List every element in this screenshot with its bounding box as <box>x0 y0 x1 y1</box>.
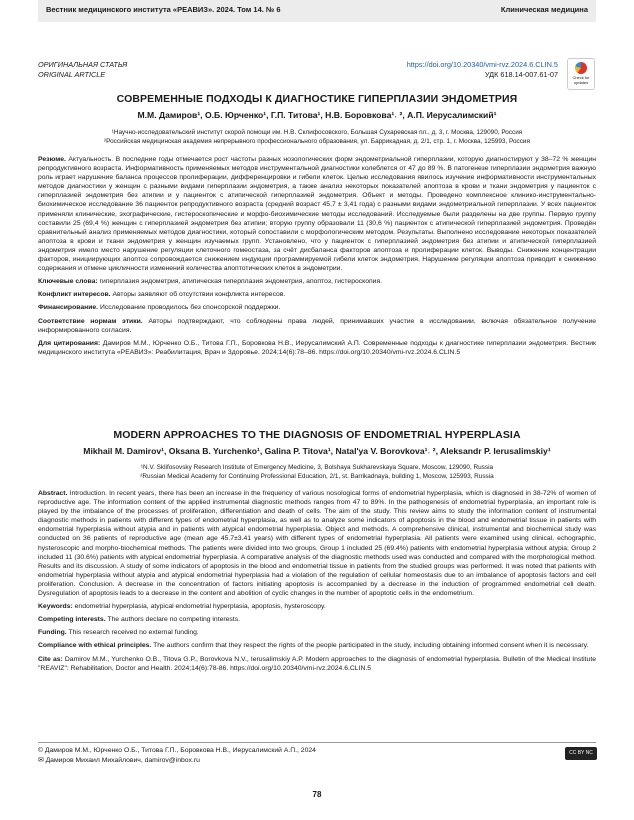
title-en: MODERN APPROACHES TO THE DIAGNOSIS OF ENDOMETRIAL HYPERPLASIA <box>113 429 521 441</box>
crossmark-icon <box>575 62 587 74</box>
keywords-en: Keywords: endometrial hyperplasia, atypical endometrial hyperplasia, apoptosis, hysteroscopy. <box>38 603 326 611</box>
copyright: © Дамиров М.М., Юрченко О.Б., Титова Г.П., Боровкова Н.В., Иерусалимский А.П., 2024 <box>38 747 316 754</box>
check-updates-badge[interactable]: Check for updates <box>567 58 595 90</box>
journal-title: Вестник медицинского института «РЕАВИЗ». 2024. Том 14. № 6 <box>46 5 281 14</box>
udc: УДК 618.14-007.61-07 <box>484 70 558 79</box>
funding-en: Funding. This research received no external funding. <box>38 629 199 637</box>
authors-ru: М.М. Дамиров¹, О.Б. Юрченко¹, Г.П. Титова¹, Н.В. Боровкова¹˒ ², А.П. Иерусалимский¹ <box>137 110 497 120</box>
running-header <box>38 0 596 22</box>
article-type: ОРИГИНАЛЬНАЯ СТАТЬЯ ORIGINAL ARTICLE <box>38 60 128 79</box>
section-title: Клиническая медицина <box>500 5 588 14</box>
doi-link[interactable]: https://doi.org/10.20340/vmi-rvz.2024.6.CLIN.5 <box>406 60 558 69</box>
page-number: 78 <box>312 790 322 799</box>
authors-en: Mikhail M. Damirov¹, Oksana B. Yurchenko¹, Galina P. Titova¹, Natal'ya V. Borovkova¹˒ ², Aleksandr P. Ierusalimskiy¹ <box>83 446 551 456</box>
funding-ru: Финансирование. Исследование проводилось без спонсорской поддержки. <box>38 304 281 312</box>
ethics-ru: Соответствие нормам этики. Авторы подтверждают, что соблюдены права людей, принимавших участие в исследовании, включая обязательное получение информированного согласия. <box>38 317 597 334</box>
doi-block <box>407 60 558 80</box>
abstract-en: Abstract. Introduction. In recent years, there has been an increase in the frequency of various nosological forms of endometrial hyperplasia, which is diagnosed in 38-72% of women of reproductive age. The information content of the applied instrumental diagnostic methods ranges from 47 to 89%. In the pathogenesis of endometrial hyperplasia, an important role is played by the imbalance of the processes of proliferation, differentiation and death of cells. The aim of the study. This review aims to study the information content of instrumental diagnostic methods in patients with different types of endometrial hyperplasia, as well as to analyze some indicators of apoptosis in the blood and endometrial tissue in patients with endometrial hyperplasia without atypia and in patients with atypical endometrial hyperplasia. Object and methods. A comprehensive clinical, instrumental and biochemical study was conducted on 36 patients of reproductive age (mean age 45.7±3.41 years) with different types of endometrial hyperplasia. All patients were examined using clinical, echographic, hysteroscopic and morpho-biochemical methods. The patients were divided into two groups. Group 1 included 25 (69.4%) patients with endometrial hyperplasia without atypia; Group 2 included 11 (30.6%) patients with atypical endometrial hyperplasia. A comparative analysis of the diagnostic methods used was conducted and compared with the morphological method. Results and its discussion. A study of some indicators of apoptosis in the blood and endometrial tissue in patients from the studied groups was performed. It was noted that patients with endometrial hyperplasia without atypia and atypical endometrial hyperplasia had a violation of the regulation of cellular homeostasis due to an imbalance of apoptosis factors and cell proliferation. Conclusion. A decrease in the concentration of factors initiating apoptosis is accompanied by a decrease in the induction of programmed endometrial cell death. Dysregulation of apoptosis leads to a decrease in the content and abolition of cyclic changes in the number of apoptotic cells in the endometrium. <box>38 490 597 598</box>
affiliations-ru: ¹Научно-исследовательский институт скорой помощи им. Н.В. Склифосовского, Большая Сухаревская пл., д. 3, г. Москва, 129090, Россия ²Российская медицинская академия непрерывного профессионального образования, ул. Баррикадная, д. 2/1, стр. 1, г. Москва, 125993, Россия <box>104 129 530 145</box>
ethics-en: Compliance with ethical principles. The authors confirm that they respect the rights of the people participated in the study, including obtaining informed consent when it is necessary. <box>38 642 589 650</box>
conflict-ru: Конфликт интересов. Авторы заявляют об отсутствии конфликта интересов. <box>38 291 286 299</box>
title-ru: СОВРЕМЕННЫЕ ПОДХОДЫ К ДИАГНОСТИКЕ ГИПЕРПЛАЗИИ ЭНДОМЕТРИЯ <box>116 93 518 105</box>
conflict-en: Competing interests. The authors declare no competing interests. <box>38 616 240 624</box>
cite-en: Cite as: Damirov M.M., Yurchenko O.B., Titova G.P., Borovkova N.V., Ierusalimskiy A.P. Modern approaches to the diagnosis of endometrial hyperplasia. Bulletin of the Medical Institute "REAVIZ": Rehabilitation, Doctor and Health. 2024;14(6):78-86. https://doi.org/10.20340/vmi-rvz.2024.6.CLIN.5 <box>38 655 596 672</box>
contact-email[interactable]: ✉ Дамиров Михаил Михайлович, damirov@inbox.ru <box>38 757 200 764</box>
section-en <box>38 489 596 673</box>
keywords-ru: Ключевые слова: гиперплазия эндометрия, атипическая гиперплазия эндометрия, апоптоз, гистероскопия. <box>38 278 383 286</box>
affiliations-en: ¹N.V. Sklifosovsky Research Institute of Emergency Medicine, 3, Bolshaya Sukharevskaya Square, Moscow, 129090, Russia ²Russian Medical Academy for Continuing Professional Education, 2/1, st. Barrikadnaya, building 1, Moscow, 125993, Russia <box>140 464 494 480</box>
footer-rule <box>38 742 596 743</box>
footer-notes <box>38 746 438 766</box>
section-ru <box>38 155 596 357</box>
abstract-ru: Резюме. Актуальность. В последние годы отмечается рост частоты разных нозологических форм эндометриальной гиперплазии, которую диагностируют у 38–72 % женщин репродуктивного возраста. Информативность применяемых методов инструментальной диагностики колеблется от 47 до 89 %. В патогенезе гиперплазии эндометрия важную роль играет нарушение баланса процессов пролиферации, дифференцировки и гибели клеток. Целью исследования явилось изучение информативности инструментальных методов диагностики у женщин с разными видами гиперплазии эндометрия, а также анализ некоторых показателей апоптоза в крови и ткани эндометрия у пациенток с гиперплазией эндометрия без атипии и у пациенток с атипической гиперплазией эндометрия. Объект и методы. Проведено комплексное клинико-инструментально-биохимическое исследование 36 пациенток репродуктивного возраста (средний возраст 45,7 ± 3,41 года) с разными видами эндометриальной гиперплазии. У всех пациенток применяли клинические, эхографические, гистероскопические и морфо-биохимические методы исследований. Исследуемые были разделены на две группы. Первую группу составили 25 (69,4 %) женщин с гиперплазией эндометрия без атипии; вторую группу образовали 11 (30,6 %) пациенток с атипической гиперплазией эндометрия. Проведён сравнительный анализ применяемых методов диагностики, который сопоставили с морфологическим методом. Результаты. Выполнено исследование некоторых показателей апоптоза в крови и ткани эндометрия у женщин изучаемых групп. Установлено, что у пациенток с гиперплазией эндометрия без атипии и атипической гиперплазией эндометрия имело место нарушение регуляции клеточного гомеостаза, за счёт дисбаланса факторов апоптоза и пролиферации клеток. Выводы. Снижение концентрации факторов, инициирующих апоптоз сопровождается снижением индукции программируемой гибели клеток эндометрия. Нарушение регуляции апоптоза приводит к снижению содержания и отмене цикличности изменений количества апоптотических клеток в эндометрии. <box>38 156 597 273</box>
cite-ru: Для цитирования: Дамиров М.М., Юрченко О.Б., Титова Г.П., Боровкова Н.В., Иерусалимский А.П. Современные подходы к диагностике гиперплазии эндометрия. Вестник медицинского института «РЕАВИЗ»: Реабилитация, Врач и Здоровье. 2024;14(6):78–86. https://doi.org/10.20340/vmi-rvz.2024.6.CLIN.5 <box>38 339 596 356</box>
cc-license-badge[interactable]: CC BY NC <box>565 747 597 760</box>
